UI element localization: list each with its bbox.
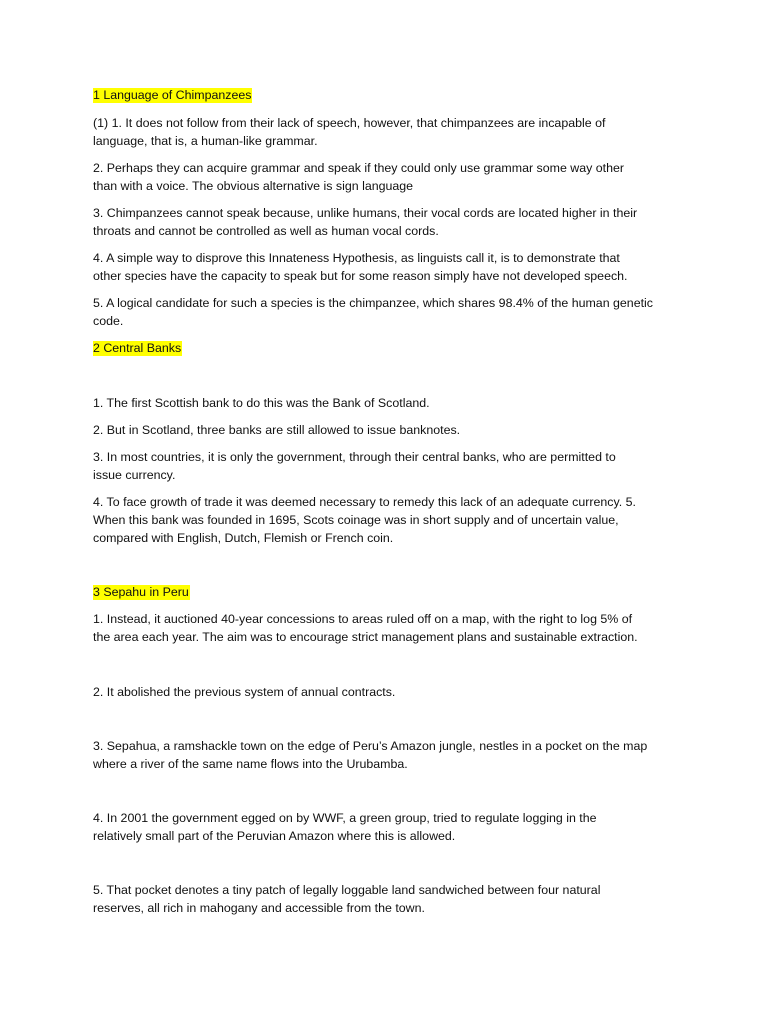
text-line: throats and cannot be controlled as well as human vocal cords. [93, 224, 439, 238]
text-line: 4. A simple way to disprove this Innateness Hypothesis, as linguists call it, is to demonstrate that [93, 251, 620, 265]
text-line: 4. In 2001 the government egged on by WWF, a green group, tried to regulate logging in the [93, 811, 597, 825]
highlighted-heading-text: 3 Sepahu in Peru [93, 585, 189, 599]
text-line: 2. It abolished the previous system of annual contracts. [93, 685, 396, 699]
text-line: the area each year. The aim was to encourage strict management plans and sustainable extraction. [93, 630, 638, 644]
text-line: where a river of the same name flows into the Urubamba. [93, 757, 408, 771]
text-line: 1. The first Scottish bank to do this was the Bank of Scotland. [93, 396, 430, 410]
paragraph-chimp-3 [93, 204, 678, 240]
text-line: code. [93, 314, 124, 328]
text-line: 3. Sepahua, a ramshackle town on the edge of Peru’s Amazon jungle, nestles in a pocket on the map [93, 739, 648, 753]
section-heading-chimpanzees [93, 87, 252, 104]
paragraph-banks-1 [93, 394, 678, 412]
text-line: reserves, all rich in mahogany and accessible from the town. [93, 901, 425, 915]
section-heading-central-banks [93, 340, 182, 357]
paragraph-chimp-5 [93, 294, 678, 330]
text-line: other species have the capacity to speak but for some reason simply have not developed speech. [93, 269, 628, 283]
text-line: 3. In most countries, it is only the government, through their central banks, who are permitted to [93, 450, 616, 464]
paragraph-peru-4 [93, 809, 678, 845]
text-line: than with a voice. The obvious alternative is sign language [93, 179, 414, 193]
text-line: relatively small part of the Peruvian Amazon where this is allowed. [93, 829, 456, 843]
text-line: language, that is, a human-like grammar. [93, 134, 318, 148]
paragraph-peru-3 [93, 737, 678, 773]
paragraph-banks-2 [93, 421, 678, 439]
text-line: 1. Instead, it auctioned 40-year concessions to areas ruled off on a map, with the right to log 5% of [93, 612, 633, 626]
paragraph-peru-5 [93, 881, 678, 917]
paragraph-banks-3 [93, 448, 678, 484]
text-line: issue currency. [93, 468, 176, 482]
text-line: 3. Chimpanzees cannot speak because, unlike humans, their vocal cords are located higher in their [93, 206, 638, 220]
paragraph-peru-1 [93, 610, 678, 646]
paragraph-chimp-4 [93, 249, 678, 285]
paragraph-peru-2 [93, 683, 678, 701]
text-line: compared with English, Dutch, Flemish or French coin. [93, 531, 394, 545]
text-line: 2. Perhaps they can acquire grammar and speak if they could only use grammar some way other [93, 161, 624, 175]
section-heading-sepahu-peru [93, 584, 190, 601]
text-line: 2. But in Scotland, three banks are still allowed to issue banknotes. [93, 423, 461, 437]
text-line: When this bank was founded in 1695, Scots coinage was in short supply and of uncertain value, [93, 513, 619, 527]
highlighted-heading-text: 2 Central Banks [93, 341, 182, 355]
highlighted-heading-text: 1 Language of Chimpanzees [93, 88, 252, 102]
paragraph-banks-4 [93, 493, 678, 547]
text-line: 5. A logical candidate for such a species is the chimpanzee, which shares 98.4% of the human genetic [93, 296, 653, 310]
paragraph-chimp-2 [93, 159, 678, 195]
text-line: 5. That pocket denotes a tiny patch of legally loggable land sandwiched between four natural [93, 883, 601, 897]
text-line: 4. To face growth of trade it was deemed necessary to remedy this lack of an adequate currency. 5. [93, 495, 636, 509]
text-line: (1) 1. It does not follow from their lack of speech, however, that chimpanzees are incapable of [93, 116, 606, 130]
paragraph-chimp-1 [93, 114, 678, 150]
